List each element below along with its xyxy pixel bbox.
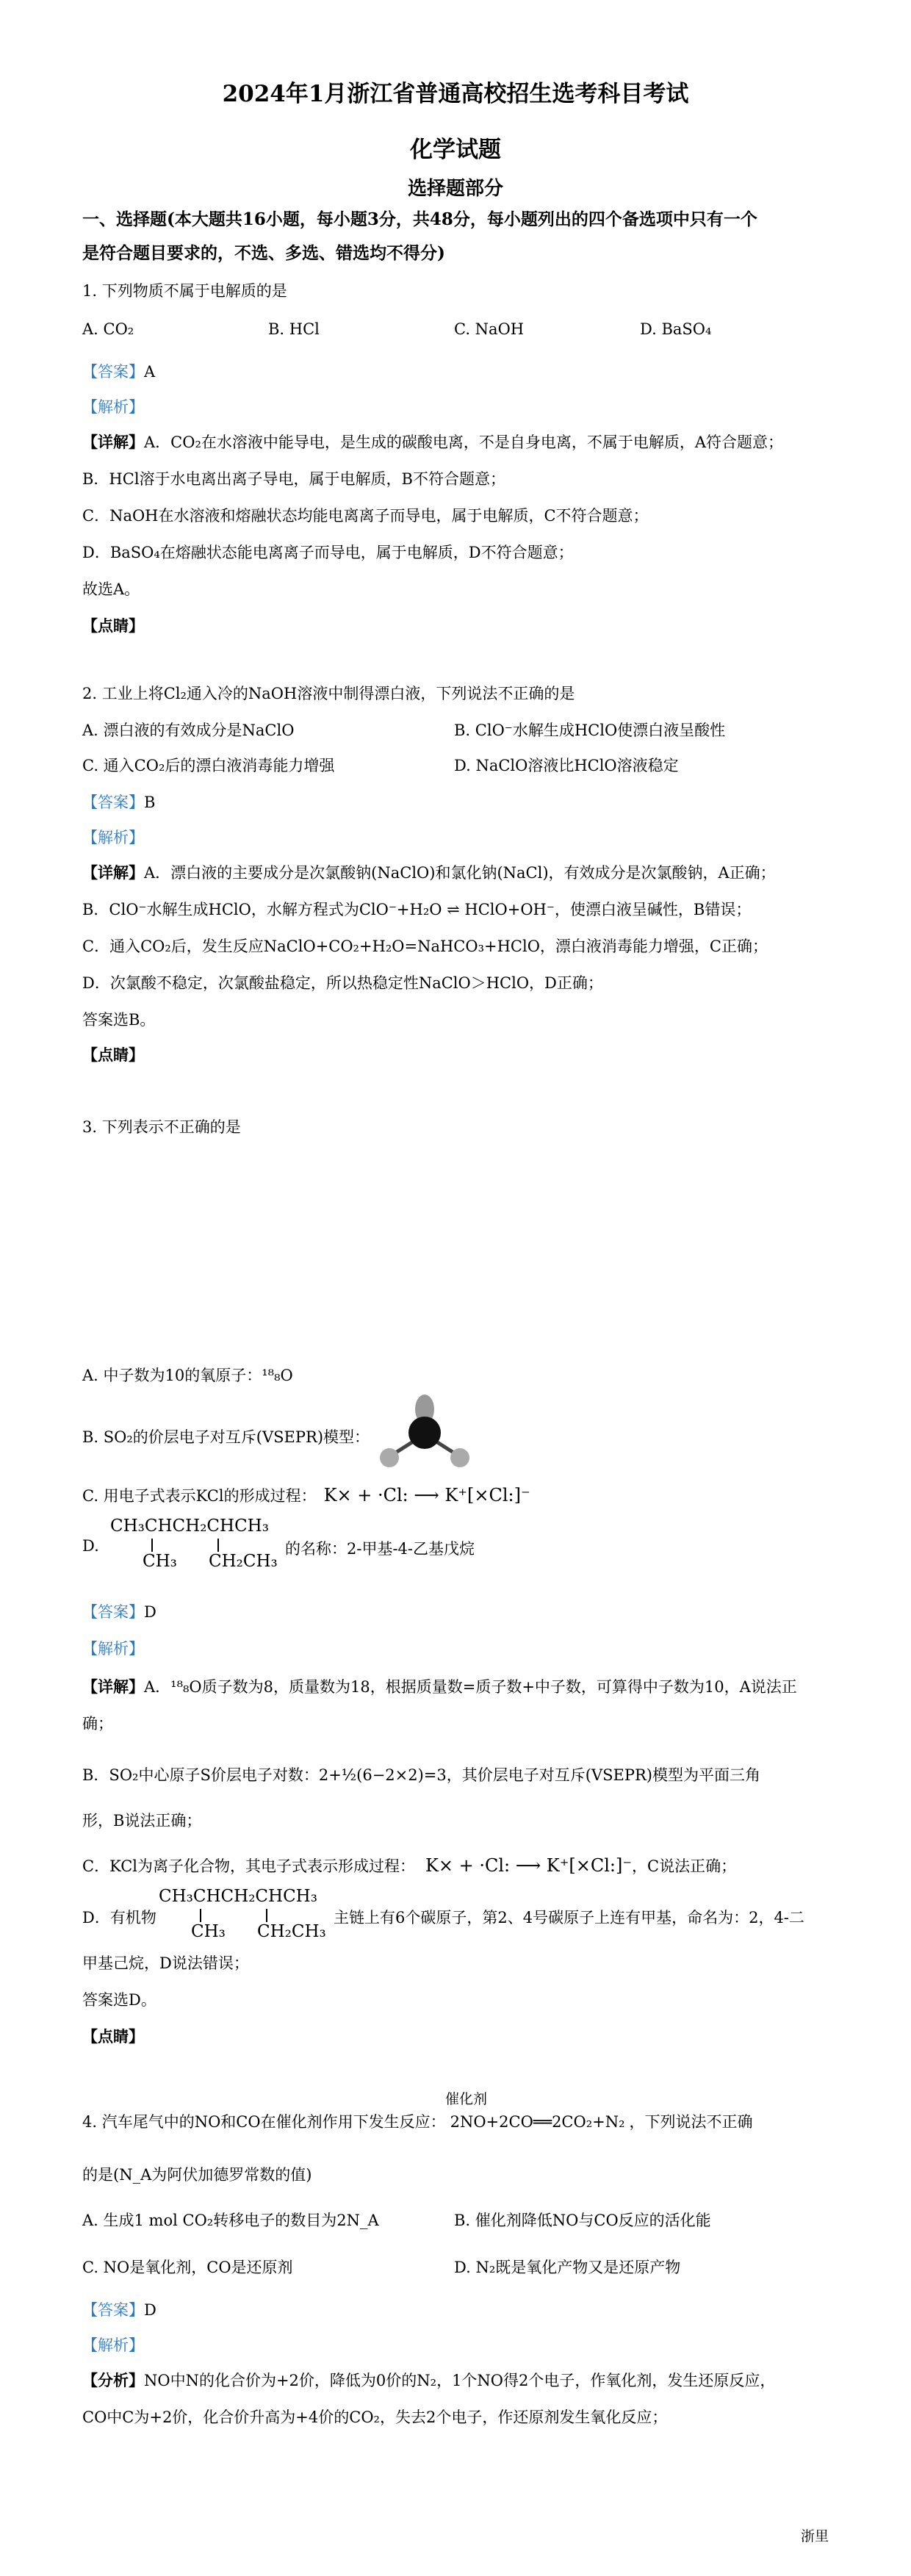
answer-tag: 【答案】 (82, 363, 144, 381)
model-atom-left (380, 1448, 399, 1467)
q1-comment-tag: 【点睛】 (82, 616, 144, 635)
q2-detail-1-text: A．漂白液的主要成分是次氯酸钠(NaClO)和氯化钠(NaCl)，有效成分是次氯酸钠，A正确； (144, 864, 776, 882)
q4-stem-1-text: 4. 汽车尾气中的NO和CO在催化剂作用下发生反应： (82, 2113, 446, 2131)
exam-subtitle: 化学试题 (410, 137, 501, 163)
q4-stem-2: 的是(N_A为阿伏加德罗常数的值) (82, 2166, 312, 2184)
q2-option-b: B. ClO⁻水解生成HClO使漂白液呈酸性 (454, 722, 726, 739)
q3-option-c-text: C. 用电子式表示KCl的形成过程： (82, 1487, 317, 1505)
q4-catalyst-label: 催化剂 (445, 2091, 488, 2107)
q4-stem-1-end: ，下列说法不正确 (629, 2113, 753, 2131)
q1-answer (82, 360, 155, 382)
q3-detail-4-text: 主链上有6个碳原子，第2、4号碳原子上连有甲基，命名为：2，4-二 (334, 1909, 804, 1926)
q3-detail-4-label: D．有机物 (82, 1909, 156, 1926)
section-heading-line1: 一、选择题(本大题共16小题，每小题3分，共48分，每小题列出的四个备选项中只有一个 (82, 209, 757, 229)
q4-stem-1 (82, 2110, 753, 2132)
q2-option-a: A. 漂白液的有效成分是NaClO (82, 722, 295, 739)
model-atom-right (450, 1448, 469, 1467)
q3-analysis-tag: 【解析】 (82, 1640, 144, 1658)
q2-comment-tag: 【点睛】 (82, 1046, 144, 1064)
q4-analysis-tag: 【解析】 (82, 2336, 144, 2354)
q3-detail-4-structure-b2: CH₂CH₃ (257, 1922, 326, 1941)
detail-tag: 【详解】 (82, 1677, 144, 1696)
q3-detail-1-text: A．¹⁸₈O质子数为8，质量数为18，根据质量数=质子数+中子数，可算得中子数为10，A说法正 (144, 1678, 797, 1696)
q1-option-c: C. NaOH (454, 320, 525, 338)
q2-detail-3: C．通入CO₂后，发生反应NaClO+CO₂+H₂O=NaHCO₃+HClO，漂白液消毒能力增强，C正确； (82, 938, 768, 955)
q3-option-d-branch-2 (217, 1539, 219, 1552)
q3-option-d-name: 的名称：2-甲基-4-乙基戊烷 (285, 1540, 475, 1558)
q2-detail-4: D．次氯酸不稳定，次氯酸盐稳定，所以热稳定性NaClO＞HClO，D正确； (82, 974, 603, 992)
q3-option-d-structure-b2: CH₂CH₃ (209, 1552, 278, 1571)
q3-option-d-structure-b1: CH₃ (143, 1552, 177, 1571)
q2-answer-value: B (144, 794, 156, 811)
q3-answer (82, 1600, 156, 1622)
q3-detail-3-equation: K× + ·Cl: ⟶ K⁺[×Cl:]⁻ (425, 1855, 633, 1876)
q4-answer (82, 2298, 156, 2320)
q3-detail-2: B．SO₂中心原子S价层电子对数：2+½(6−2×2)=3，其价层电子对互斥(VSEPR)模型为平面三角 (82, 1766, 760, 1784)
vsepr-model-image (373, 1390, 476, 1478)
q3-detail-1b: 确； (82, 1715, 113, 1733)
section-heading-line2: 是符合题目要求的，不选、多选、错选均不得分) (82, 243, 445, 263)
q2-detail-1 (82, 861, 776, 883)
q2-option-d: D. NaClO溶液比HClO溶液稳定 (454, 757, 679, 774)
answer-tag: 【答案】 (82, 794, 144, 811)
q3-detail-2b: 形，B说法正确； (82, 1812, 202, 1830)
q3-option-d-label: D. (82, 1537, 99, 1555)
q3-stem: 3. 下列表示不正确的是 (82, 1118, 241, 1136)
q3-detail-3-text: C．KCl为离子化合物，其电子式表示形成过程： (82, 1857, 415, 1875)
q2-option-c: C. 通入CO₂后的漂白液消毒能力增强 (82, 757, 335, 774)
model-center-atom (408, 1417, 441, 1449)
q3-option-d-structure-top: CH₃CHCH₂CHCH₃ (110, 1517, 269, 1536)
q1-option-b: B. HCl (268, 320, 320, 338)
q3-detail-4b: 甲基己烷，D说法错误； (82, 1954, 249, 1972)
part-heading: 选择题部分 (407, 178, 503, 200)
q4-option-b: B. 催化剂降低NO与CO反应的活化能 (454, 2212, 711, 2229)
q3-option-d-branch-1 (151, 1539, 153, 1552)
detail-tag: 【详解】 (82, 433, 144, 451)
page-footer: 浙里 (800, 2528, 829, 2544)
q3-option-c (82, 1484, 530, 1506)
q1-option-d: D. BaSO₄ (640, 320, 712, 338)
q2-detail-2: B．ClO⁻水解生成HClO，水解方程式为ClO⁻+H₂O ⇌ HClO+OH⁻，使漂白液呈碱性，B错误； (82, 901, 752, 918)
q3-detail-4-branch-2 (266, 1909, 267, 1922)
q3-detail-3-end: ，C说法正确； (632, 1857, 737, 1875)
q1-detail-1-text: A．CO₂在水溶液中能导电，是生成的碳酸电离，不是自身电离，不属于电解质，A符合题意； (144, 433, 784, 451)
q3-detail-4-structure-top: CH₃CHCH₂CHCH₃ (159, 1887, 317, 1906)
q1-detail-4: D．BaSO₄在熔融状态能电离离子而导电，属于电解质，D不符合题意； (82, 544, 574, 561)
q3-detail-4-branch-1 (200, 1909, 201, 1922)
q1-detail-2: B．HCl溶于水电离出离子导电，属于电解质，B不符合题意； (82, 470, 505, 488)
q2-analysis-tag: 【解析】 (82, 829, 144, 846)
q3-comment-tag: 【点睛】 (82, 2027, 144, 2046)
q4-option-c: C. NO是氧化剂，CO是还原剂 (82, 2259, 293, 2276)
q3-detail-4-structure-b1: CH₃ (191, 1922, 226, 1941)
q1-detail-5: 故选A。 (82, 580, 140, 598)
fenxi-tag: 【分析】 (82, 2371, 144, 2389)
q1-detail-1 (82, 431, 783, 453)
q3-detail-3 (82, 1854, 736, 1877)
q4-option-a: A. 生成1 mol CO₂转移电子的数目为2N_A (82, 2212, 379, 2229)
q1-answer-value: A (144, 363, 156, 381)
answer-tag: 【答案】 (82, 1603, 144, 1621)
q3-detail-5: 答案选D。 (82, 1991, 156, 2009)
q4-equation: 2NO+2CO══2CO₂+N₂ (450, 2113, 625, 2131)
q2-answer (82, 791, 155, 813)
answer-tag: 【答案】 (82, 2301, 144, 2319)
q1-option-a: A. CO₂ (82, 320, 134, 338)
q1-analysis-tag: 【解析】 (82, 398, 144, 416)
exam-title: 2024年1月浙江省普通高校招生选考科目考试 (222, 81, 689, 107)
q4-fenxi-1-text: NO中N的化合价为+2价，降低为0价的N₂，1个NO得2个电子，作氧化剂，发生还原反应， (144, 2372, 776, 2389)
q1-detail-3: C．NaOH在水溶液和熔融状态均能电离离子而导电，属于电解质，C不符合题意； (82, 507, 649, 525)
q3-option-c-equation: K× + ·Cl: ⟶ K⁺[×Cl:]⁻ (323, 1485, 530, 1505)
q3-detail-1 (82, 1675, 797, 1697)
q4-answer-value: D (144, 2301, 156, 2319)
q1-stem: 1. 下列物质不属于电解质的是 (82, 282, 287, 300)
q3-option-a: A. 中子数为10的氧原子：¹⁸₈O (82, 1367, 293, 1384)
q4-option-d: D. N₂既是氧化产物又是还原产物 (454, 2259, 681, 2276)
q3-answer-value: D (144, 1603, 156, 1621)
q4-fenxi-1 (82, 2369, 775, 2391)
q4-fenxi-2: CO中C为+2价，化合价升高为+4价的CO₂，失去2个电子，作还原剂发生氧化反应； (82, 2408, 668, 2426)
detail-tag: 【详解】 (82, 863, 144, 882)
q2-stem: 2. 工业上将Cl₂通入冷的NaOH溶液中制得漂白液，下列说法不正确的是 (82, 685, 575, 702)
q2-detail-5: 答案选B。 (82, 1011, 156, 1029)
q3-option-b: B. SO₂的价层电子对互斥(VSEPR)模型： (82, 1428, 370, 1446)
